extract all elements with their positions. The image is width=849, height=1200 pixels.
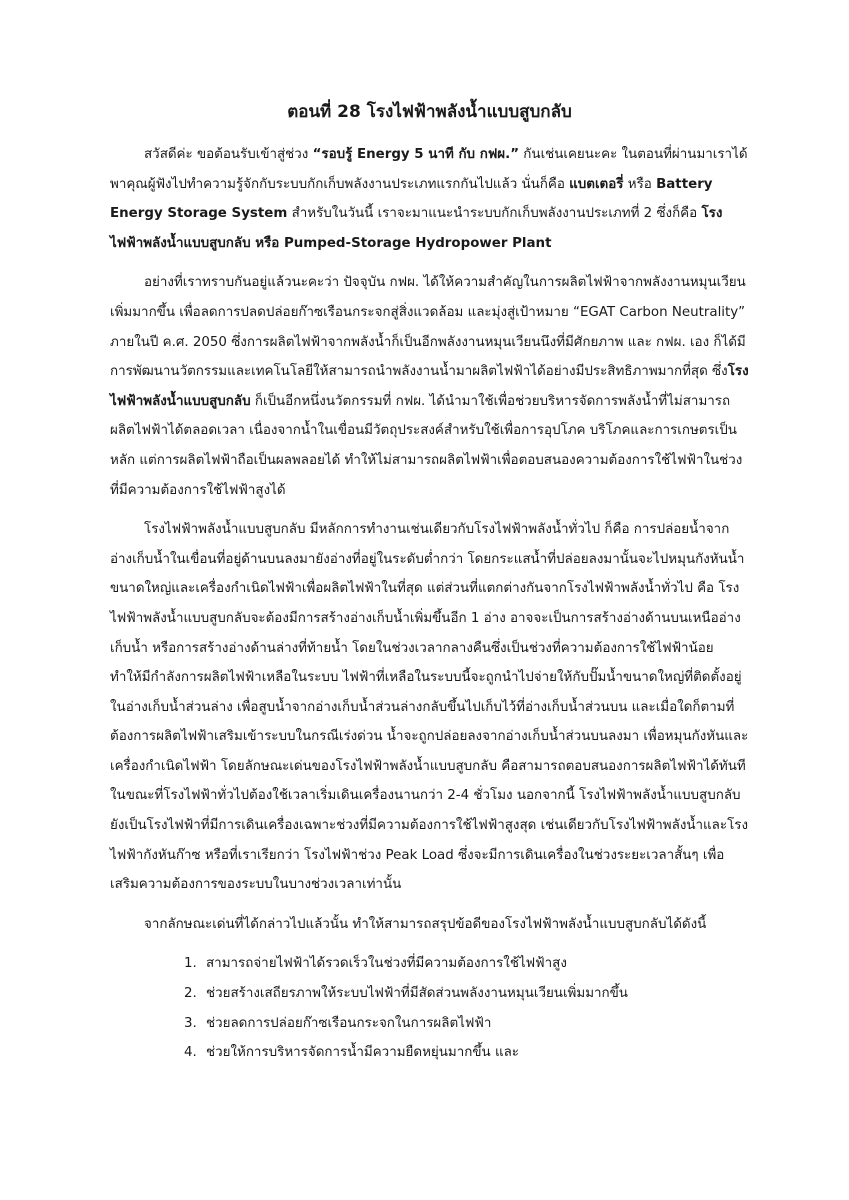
list-number: 1. (184, 956, 197, 972)
list-text: ช่วยสร้างเสถียรภาพให้ระบบไฟฟ้าที่มีสัดส่วนพลังงานหมุนเวียนเพิ่มมากขึ้น (206, 986, 628, 1002)
battery-term: แบตเตอรี่ (569, 176, 624, 192)
list-number: 4. (184, 1045, 197, 1061)
list-item (184, 949, 749, 979)
list-text: ช่วยลดการปล่อยก๊าซเรือนกระจกในการผลิตไฟฟ้า (206, 1015, 492, 1031)
list-item (184, 1038, 749, 1068)
intro-text-3: หรือ (623, 176, 657, 192)
benefits-list (110, 949, 749, 1067)
intro-text-1: สวัสดีค่ะ ขอต้อนรับเข้าสู่ช่วง (144, 147, 313, 162)
list-item (184, 979, 749, 1009)
paragraph-summary: จากลักษณะเด่นที่ได้กล่าวไปแล้วนั้น ทำให้สามารถสรุปข้อดีของโรงไฟฟ้าพลังน้ำแบบสูบกลับได้ดังนี้ (144, 916, 707, 932)
paragraph-background (110, 268, 749, 505)
pumped-storage-term: โรงไฟฟ้าพลังน้ำแบบสูบกลับ หรือ Pumped-Storage Hydropower Plant (110, 206, 723, 251)
intro-text-2: กันเช่นเคยนะคะ ในตอนที่ผ่านมาเราได้พาคุณผู้ฟังไปทำความรู้จักกับระบบกักเก็บพลังงานประเภทแรกกันไปแล้ว นั่นก็คือ (110, 147, 748, 192)
pumped-storage-highlight: โรงไฟฟ้าพลังน้ำแบบสูบกลับ (110, 364, 749, 409)
list-text: สามารถจ่ายไฟฟ้าได้รวดเร็วในช่วงที่มีความต้องการใช้ไฟฟ้าสูง (206, 956, 567, 972)
background-text-1: อย่างที่เราทราบกันอยู่แล้วนะคะว่า ปัจจุบัน กฟผ. ได้ให้ความสำคัญในการผลิตไฟฟ้าจากพลังงานหมุนเวียนเพิ่มมากขึ้น เพื่อลดการปลดปล่อยก๊าซเรือนกระจกสู่สิ่งแวดล้อม และมุ่งสู่เป้าหมาย “EGAT Carbon Neutrality” ภายในปี ค.ศ. 2050 ซึ่งการผลิตไฟฟ้าจากพลังน้ำก็เป็นอีกพลังงานหมุนเวียนนึงที่มีศักยภาพ และ กฟผ. เอง ก็ได้มีการพัฒนานวัตกรรมและเทคโนโลยีให้สามารถนำพลังงานน้ำมาผลิตไฟฟ้าได้อย่างมีประสิทธิภาพมากที่สุด ซึ่ง (110, 275, 746, 380)
program-name: “รอบรู้ Energy 5 นาที กับ กฟผ.” (312, 147, 520, 162)
intro-text-4: สำหรับในวันนี้ เราจะมาแนะนำระบบกักเก็บพลังงานประเภทที่ 2 ซึ่งก็คือ (287, 206, 702, 222)
list-text: ช่วยให้การบริหารจัดการน้ำมีความยืดหยุ่นมากขึ้น และ (206, 1045, 519, 1061)
list-number: 3. (184, 1015, 197, 1031)
list-item (184, 1009, 749, 1039)
paragraph-principle: โรงไฟฟ้าพลังน้ำแบบสูบกลับ มีหลักการทำงานเช่นเดียวกับโรงไฟฟ้าพลังน้ำทั่วไป ก็คือ การปล่อยน้ำจากอ่างเก็บน้ำในเขื่อนที่อยู่ด้านบนลงมายังอ่างที่อยู่ในระดับต่ำกว่า โดยกระแสน้ำที่ปล่อยลงมานั้นจะไปหมุนกังหันน้ำขนาดใหญ่และเครื่องกำเนิดไฟฟ้าเพื่อผลิตไฟฟ้าในที่สุด แต่ส่วนที่แตกต่างกันจากโรงไฟฟ้าพลังน้ำทั่วไป คือ โรงไฟฟ้าพลังน้ำแบบสูบกลับจะต้องมีการสร้างอ่างเก็บน้ำเพิ่มขึ้นอีก 1 อ่าง อาจจะเป็นการสร้างอ่างด้านบนเหนืออ่างเก็บน้ำ หรือการสร้างอ่างด้านล่างที่ท้ายน้ำ โดยในช่วงเวลากลางคืนซึ่งเป็นช่วงที่ความต้องการใช้ไฟฟ้าน้อย ทำให้มีกำลังการผลิตไฟฟ้าเหลือในระบบ ไฟฟ้าที่เหลือในระบบนี้จะถูกนำไปจ่ายให้กับปั๊มน้ำขนาดใหญ่ที่ติดตั้งอยู่ในอ่างเก็บน้ำส่วนล่าง เพื่อสูบน้ำจากอ่างเก็บน้ำส่วนล่างกลับขึ้นไปเก็บไว้ที่อ่างเก็บน้ำส่วนบน และเมื่อใดก็ตามที่ต้องการผลิตไฟฟ้าเสริมเข้าระบบในกรณีเร่งด่วน น้ำจะถูกปล่อยลงจากอ่างเก็บน้ำส่วนบนลงมา เพื่อหมุนกังหันและเครื่องกำเนิดไฟฟ้า โดยลักษณะเด่นของโรงไฟฟ้าพลังน้ำแบบสูบกลับ คือสามารถตอบสนองการผลิตไฟฟ้าได้ทันที ในขณะที่โรงไฟฟ้าทั่วไปต้องใช้เวลาเริ่มเดินเครื่องนานกว่า 2-4 ชั่วโมง นอกจากนี้ โรงไฟฟ้าพลังน้ำแบบสูบกลับ ยังเป็นโรงไฟฟ้าที่มีการเดินเครื่องเฉพาะช่วงที่มีความต้องการใช้ไฟฟ้าสูงสุด เช่นเดียวกับโรงไฟฟ้าพลังน้ำและโรงไฟฟ้ากังหันก๊าซ หรือที่เราเรียกว่า โรงไฟฟ้าช่วง Peak Load ซึ่งจะมีการเดินเครื่องในช่วงระยะเวลาสั้นๆ เพื่อเสริมความต้องการของระบบในบางช่วงเวลาเท่านั้น (110, 522, 749, 893)
bess-term: Battery Energy Storage System (110, 176, 713, 222)
background-text-2: ก็เป็นอีกหนึ่งนวัตกรรมที่ กฟผ. ได้นำมาใช้เพื่อช่วยบริหารจัดการพลังน้ำที่ไม่สามารถผลิตไฟฟ้าได้ตลอดเวลา เนื่องจากน้ำในเขื่อนมีวัตถุประสงค์สำหรับใช้เพื่อการอุปโภค บริโภคและการเกษตรเป็นหลัก แต่การผลิตไฟฟ้าถือเป็นผลพลอยได้ ทำให้ไม่สามารถผลิตไฟฟ้าเพื่อตอบสนองความต้องการใช้ไฟฟ้าในช่วงที่มีความต้องการใช้ไฟฟ้าสูงได้ (110, 393, 743, 498)
paragraph-intro (110, 140, 749, 258)
list-number: 2. (184, 986, 197, 1002)
page-title: ตอนที่ 28 โรงไฟฟ้าพลังน้ำแบบสูบกลับ (287, 102, 572, 122)
